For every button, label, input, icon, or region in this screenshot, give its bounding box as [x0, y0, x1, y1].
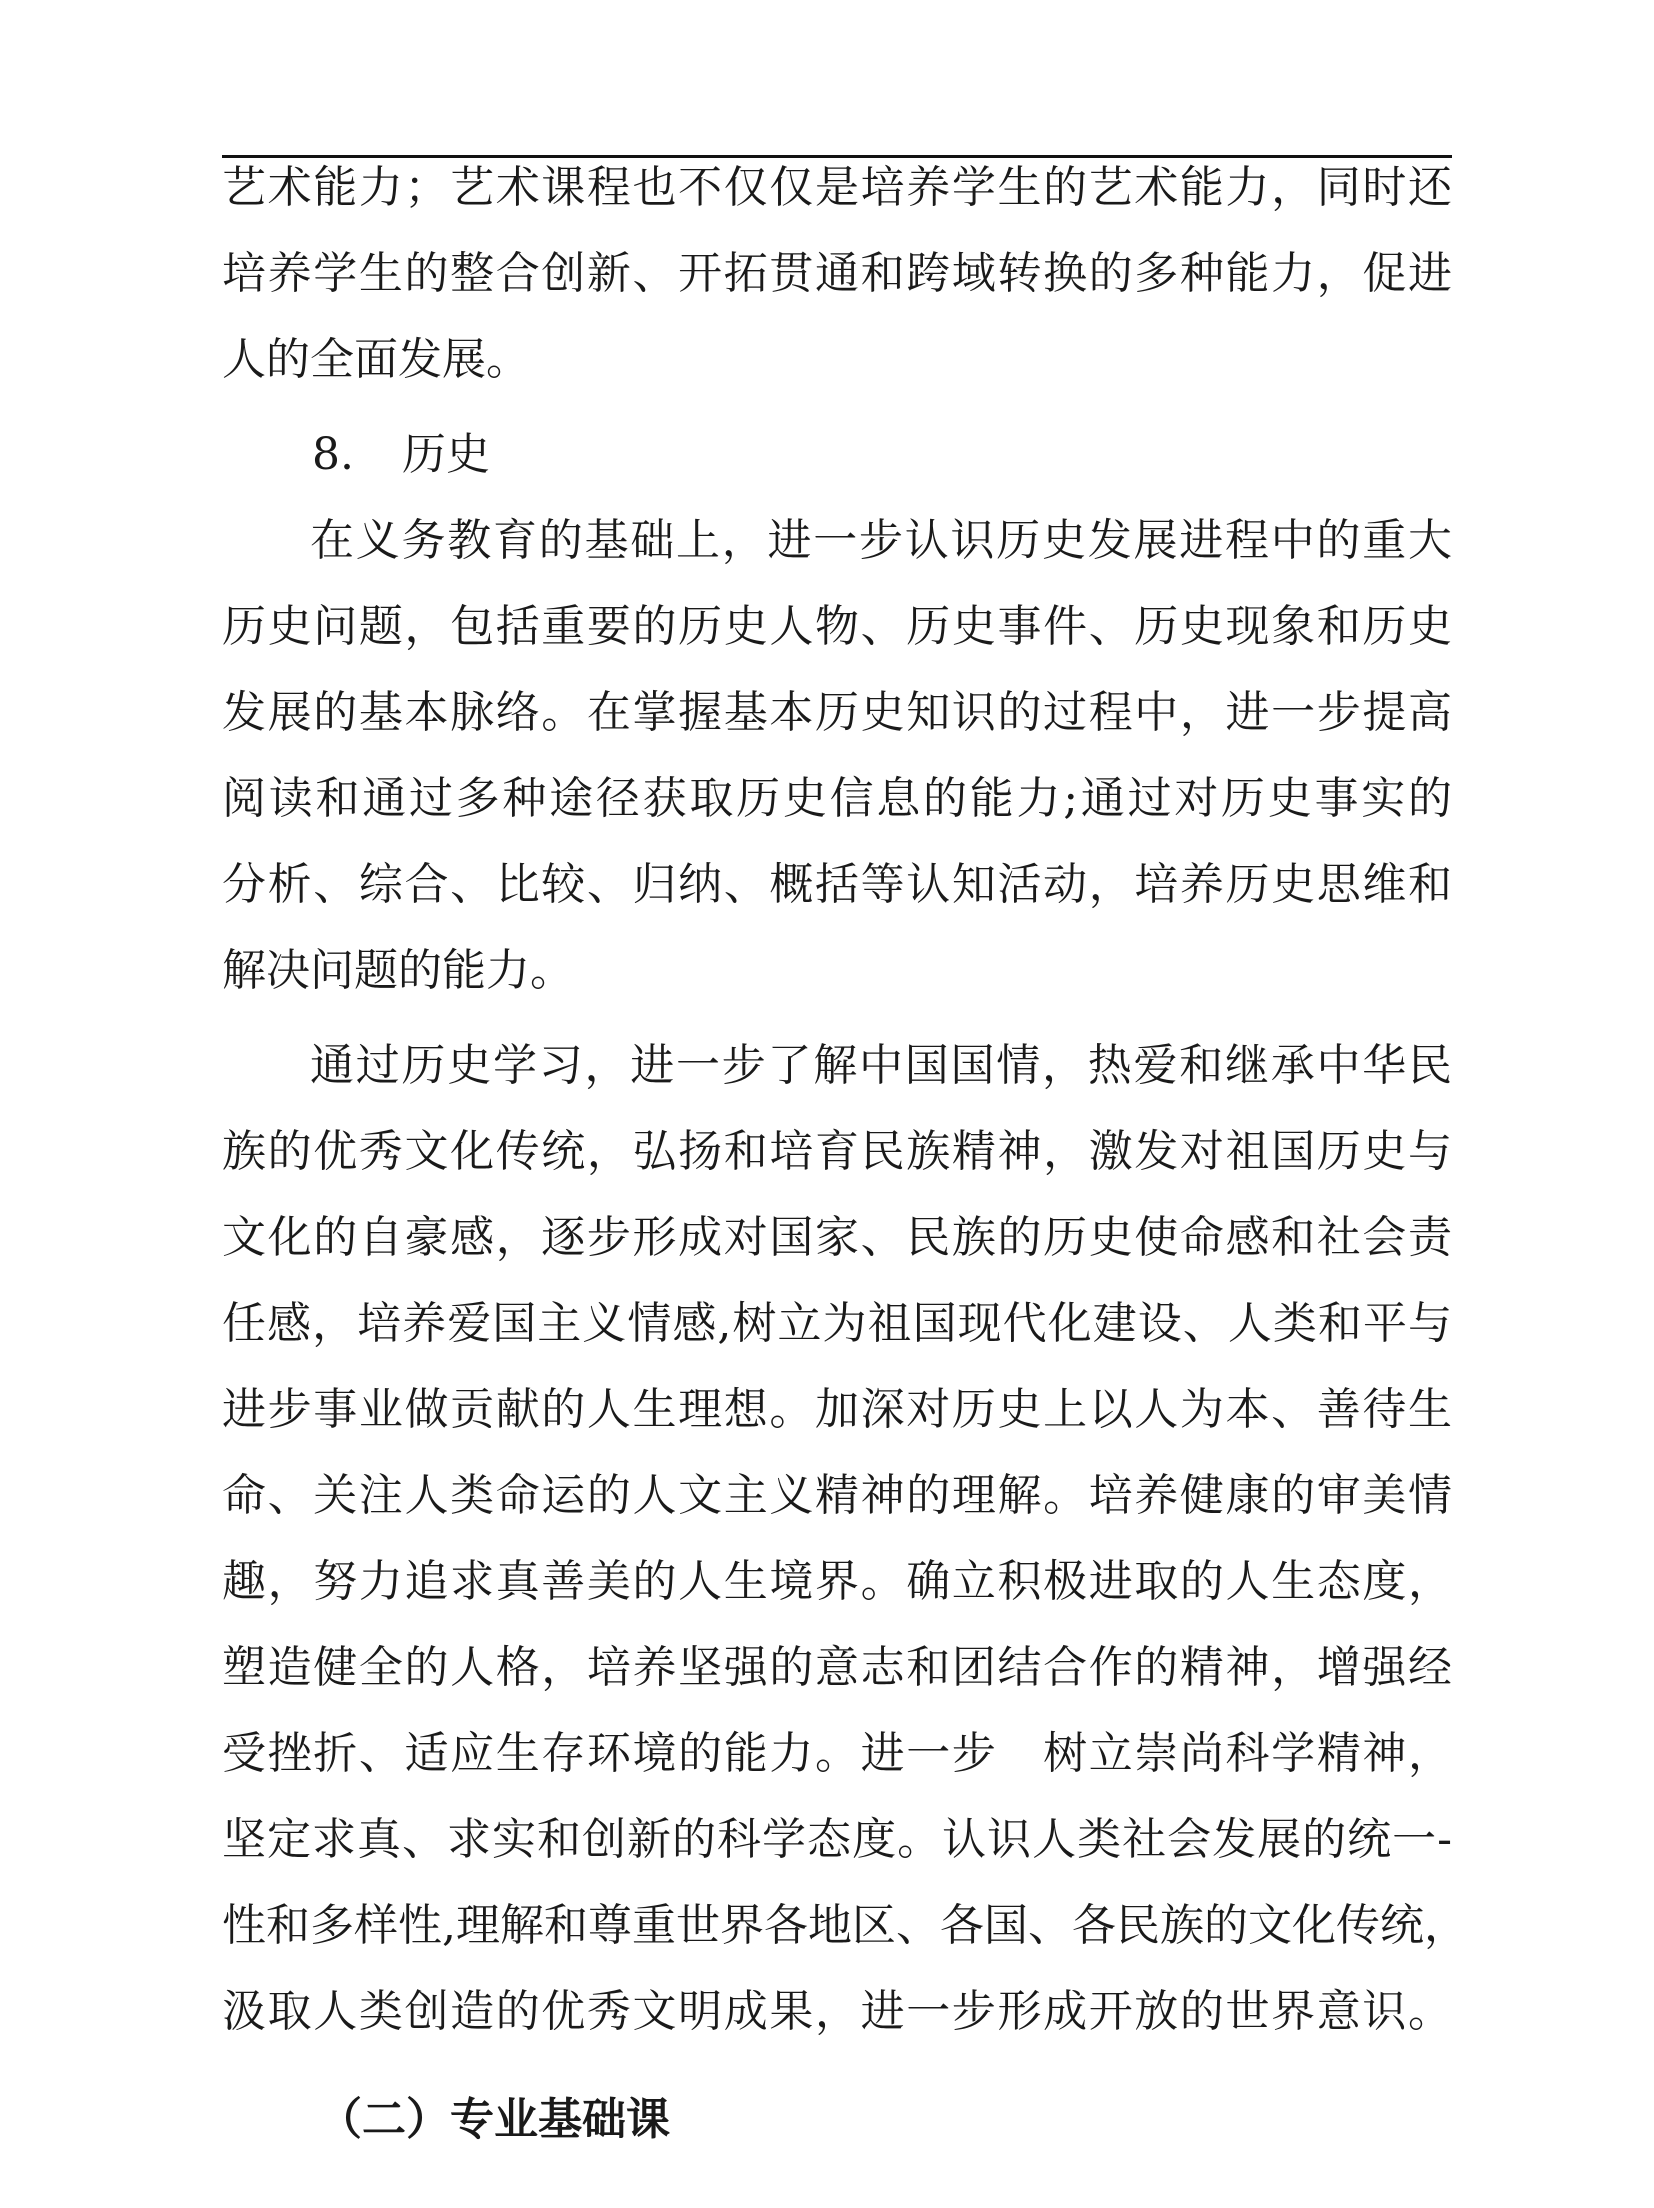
paragraph-line: 坚定求真、求实和创新的科学态度。认识人类社会发展的统一-: [222, 1814, 1452, 1865]
paragraph-line: 任感，培养爱国主义情感,树立为祖国现代化建设、人类和平与: [222, 1298, 1452, 1349]
header-rule: [222, 155, 1452, 158]
paragraph-line: 分析、综合、比较、归纳、概括等认知活动，培养历史思维和: [222, 859, 1452, 910]
paragraph-line: 在义务教育的基础上，进一步认识历史发展进程中的重大: [310, 515, 1452, 566]
paragraph-line: 性和多样性,理解和尊重世界各地区、各国、各民族的文化传统，: [222, 1900, 1468, 1951]
paragraph-line: 族的优秀文化传统，弘扬和培育民族精神，激发对祖国历史与: [222, 1126, 1452, 1177]
paragraph-line: 发展的基本脉络。在掌握基本历史知识的过程中，进一步提高: [222, 687, 1452, 738]
paragraph-line: 受挫折、适应生存环境的能力。进一步 树立崇尚科学精神，: [222, 1728, 1452, 1779]
paragraph-line: 人的全面发展。: [222, 334, 530, 385]
paragraph-line: 阅读和通过多种途径获取历史信息的能力;通过对历史事实的: [222, 773, 1452, 824]
history-heading: [312, 427, 490, 483]
section-heading: （二）专业基础课: [318, 2094, 670, 2145]
paragraph-line: 通过历史学习，进一步了解中国国情，热爱和继承中华民: [310, 1040, 1452, 1091]
paragraph-line: 进步事业做贡献的人生理想。加深对历史上以人为本、善待生: [222, 1384, 1452, 1435]
heading-number: 8.: [312, 429, 354, 480]
paragraph-line: 培养学生的整合创新、开拓贯通和跨域转换的多种能力，促进: [222, 248, 1452, 299]
paragraph-line: 历史问题，包括重要的历史人物、历史事件、历史现象和历史: [222, 601, 1452, 652]
paragraph-line: 汲取人类创造的优秀文明成果，进一步形成开放的世界意识。: [222, 1986, 1452, 2037]
paragraph-line: 艺术能力；艺术课程也不仅仅是培养学生的艺术能力，同时还: [222, 162, 1452, 213]
paragraph-line: 命、关注人类命运的人文主义精神的理解。培养健康的审美情: [222, 1470, 1452, 1521]
paragraph-line: 文化的自豪感，逐步形成对国家、民族的历史使命感和社会责: [222, 1212, 1452, 1263]
paragraph-line: 解决问题的能力。: [222, 945, 574, 996]
heading-title: 历史: [402, 429, 490, 480]
paragraph-line: 塑造健全的人格，培养坚强的意志和团结合作的精神，增强经: [222, 1642, 1452, 1693]
paragraph-line: 趣，努力追求真善美的人生境界。确立积极进取的人生态度，: [222, 1556, 1452, 1607]
